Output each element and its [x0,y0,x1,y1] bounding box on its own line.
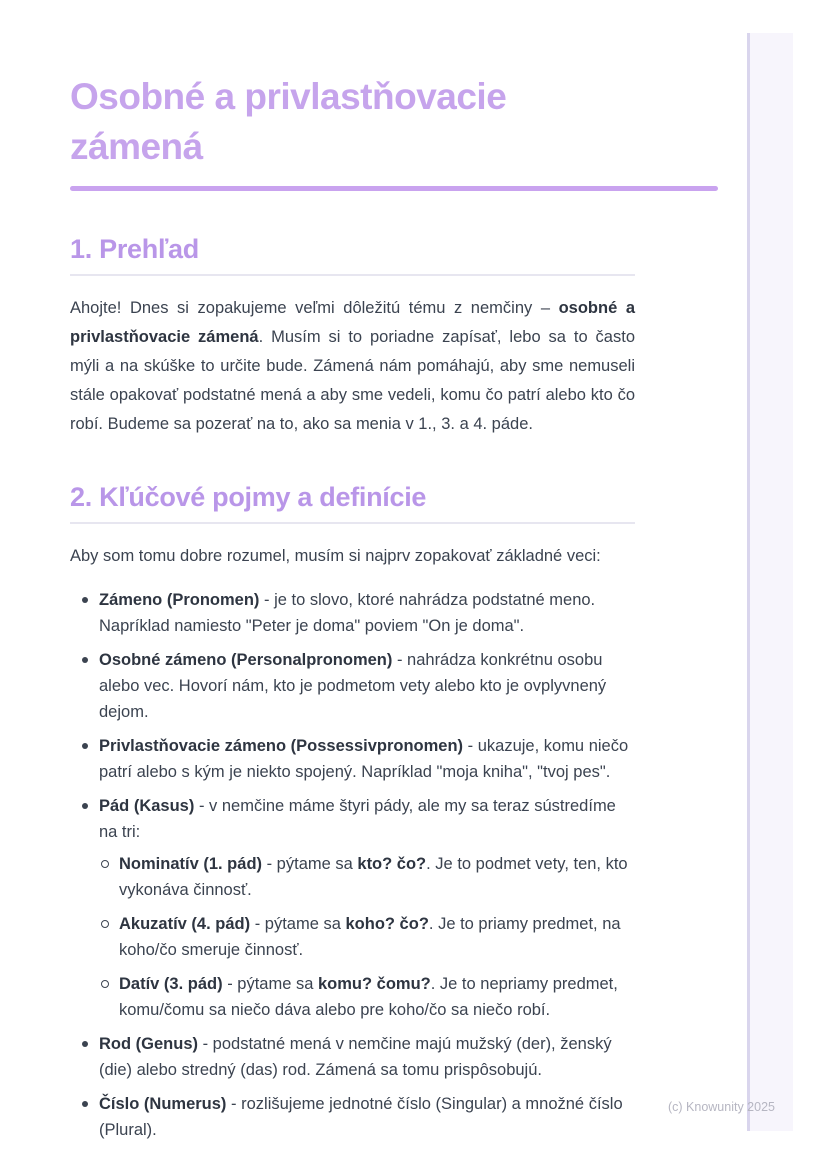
key-terms-list [70,587,635,1143]
list-item [70,587,635,639]
list-item-text: Zámeno (Pronomen) - je to slovo, ktoré nahrádza podstatné meno. Napríklad namiesto "Peter je doma" poviem "On je doma". [99,591,596,635]
section-overview-divider [70,274,635,276]
list-item-text: Privlastňovacie zámeno (Possessivpronomen) - ukazuje, komu niečo patrí alebo s kým je niekto spojený. Napríklad "moja kniha", "tvoj pes". [99,737,629,781]
copyright-footer: (c) Knowunity 2025 [667,1100,775,1114]
list-item [70,1091,635,1143]
section-key-terms-heading: 2. Kľúčové pojmy a definície [70,482,427,512]
section-key-terms-divider [70,522,635,524]
list-item-text: Číslo (Numerus) - rozlišujeme jednotné číslo (Singular) a množné číslo (Plural). [99,1095,623,1139]
list-item-text: Pád (Kasus) - v nemčine máme štyri pády, ale my sa teraz sústredíme na tri: [99,797,616,841]
section-key-terms [70,481,635,1143]
sub-list-item [99,851,635,903]
sub-list-item-text: Nominatív (1. pád) - pýtame sa kto? čo?. Je to podmet vety, ten, kto vykonáva činnosť. [119,855,628,899]
sub-list-item [99,911,635,963]
page-edge-bar [747,33,793,1131]
list-item [70,733,635,785]
sub-list-item-text: Akuzatív (4. pád) - pýtame sa koho? čo?. Je to priamy predmet, na koho/čo smeruje činnosť. [119,915,621,959]
sub-list-item-text: Datív (3. pád) - pýtame sa komu? čomu?. Je to nepriamy predmet, komu/čomu sa niečo dáva alebo pre koho/čo sa niečo robí. [119,975,618,1019]
sub-list-item [99,971,635,1023]
section-overview [70,233,635,439]
title-divider [70,186,718,191]
list-item [70,793,635,1023]
overview-paragraph: Ahojte! Dnes si zopakujeme veľmi dôležitú tému z nemčiny – osobné a privlastňovacie zámená. Musím si to poriadne zapísať, lebo sa to často mýli a na skúške to určite bude. Zámená nám pomáhajú, aby sme nemuseli stále opakovať podstatné mená a aby sme vedeli, komu čo patrí alebo kto čo robí. Budeme sa pozerať na to, ako sa menia v 1., 3. a 4. páde. [70,299,635,433]
page-title: Osobné a privlastňovacie zámená [70,76,507,167]
list-item [70,1031,635,1083]
list-item [70,647,635,725]
document-page [70,0,635,1151]
section-overview-heading: 1. Prehľad [70,234,199,264]
key-terms-intro: Aby som tomu dobre rozumel, musím si najprv zopakovať základné veci: [70,547,601,565]
list-item-text: Rod (Genus) - podstatné mená v nemčine majú mužský (der), ženský (die) alebo stredný (das) rod. Zámená sa tomu prispôsobujú. [99,1035,612,1079]
cases-sublist [99,851,635,1023]
list-item-text: Osobné zámeno (Personalpronomen) - nahrádza konkrétnu osobu alebo vec. Hovorí nám, kto je podmetom vety alebo kto je ovplyvnený dejom. [99,651,607,721]
